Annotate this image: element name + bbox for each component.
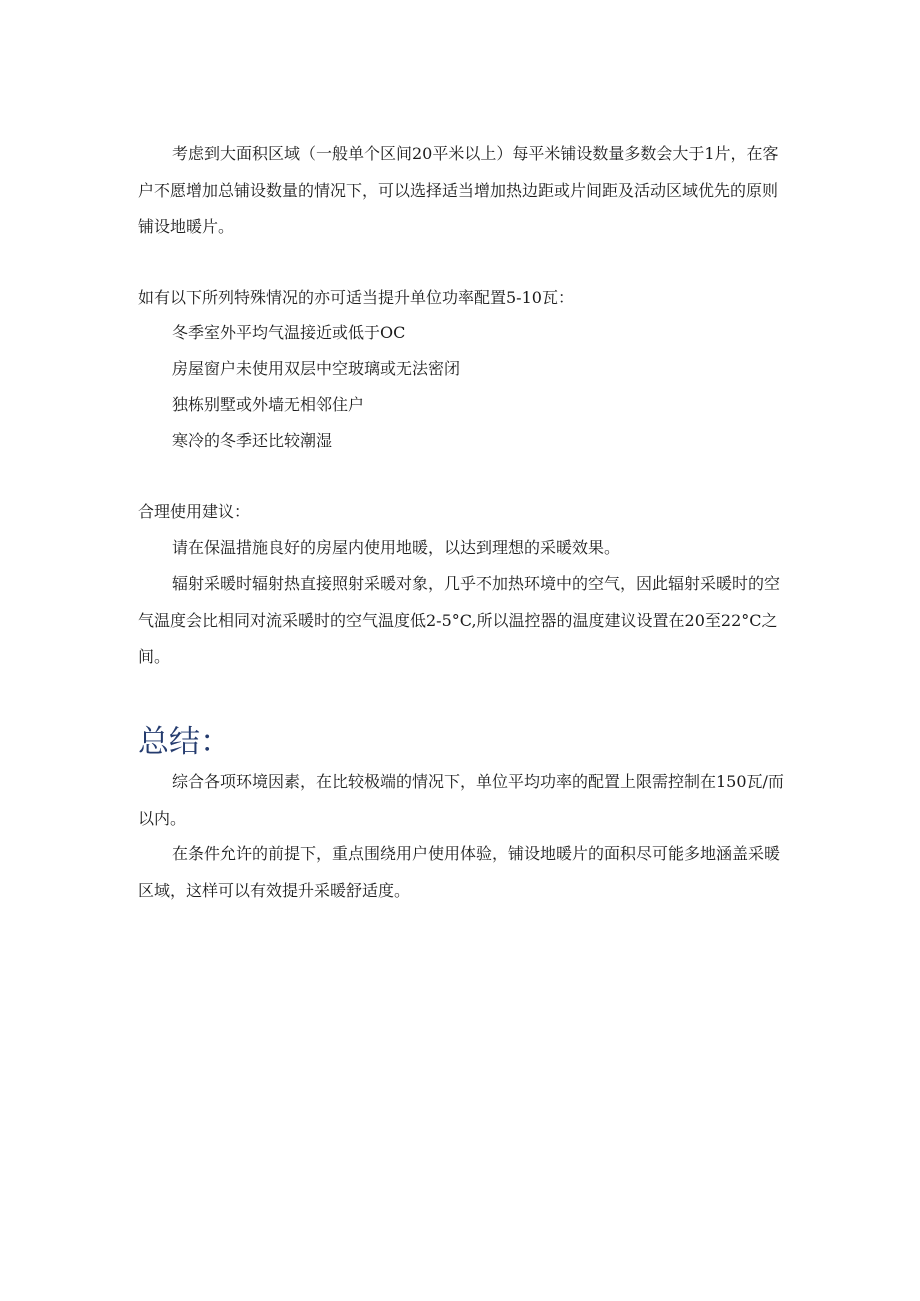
list-item: 冬季室外平均气温接近或低于OC <box>172 323 406 342</box>
summary-heading: 总结： <box>138 724 231 760</box>
summary-paragraph-2: 在条件允许的前提下，重点围绕用户使用体验，铺设地暖片的面积尽可能多地涵盖采暖区域，这样可以有效提升采暖舒适度。 <box>138 844 781 900</box>
advice-paragraph-1: 请在保温措施良好的房屋内使用地暖，以达到理想的采暖效果。 <box>172 538 621 557</box>
special-cases-list <box>172 315 460 459</box>
intro-paragraph: 考虑到大面积区域（一般单个区间20平米以上）每平米铺设数量多数会大于1片，在客户不愿增加总铺设数量的情况下，可以选择适当增加热边距或片间距及活动区域优先的原则铺设地暖片。 <box>138 144 779 236</box>
advice-lead: 合理使用建议： <box>138 502 251 521</box>
advice-paragraph-2: 辐射采暖时辐射热直接照射采暖对象，几乎不加热环境中的空气，因此辐射采暖时的空气温度会比相同对流采暖时的空气温度低2-5°C,所以温控器的温度建议设置在20至22°C之间。 <box>138 574 781 666</box>
list-item: 寒冷的冬季还比较潮湿 <box>172 431 333 450</box>
list-item: 独栋别墅或外墙无相邻住户 <box>172 395 365 414</box>
special-cases-lead: 如有以下所列特殊情况的亦可适当提升单位功率配置5-10瓦： <box>138 288 574 307</box>
summary-paragraph-1: 综合各项环境因素，在比较极端的情况下，单位平均功率的配置上限需控制在150瓦/而以内。 <box>138 772 784 828</box>
list-item: 房屋窗户未使用双层中空玻璃或无法密闭 <box>172 359 461 378</box>
